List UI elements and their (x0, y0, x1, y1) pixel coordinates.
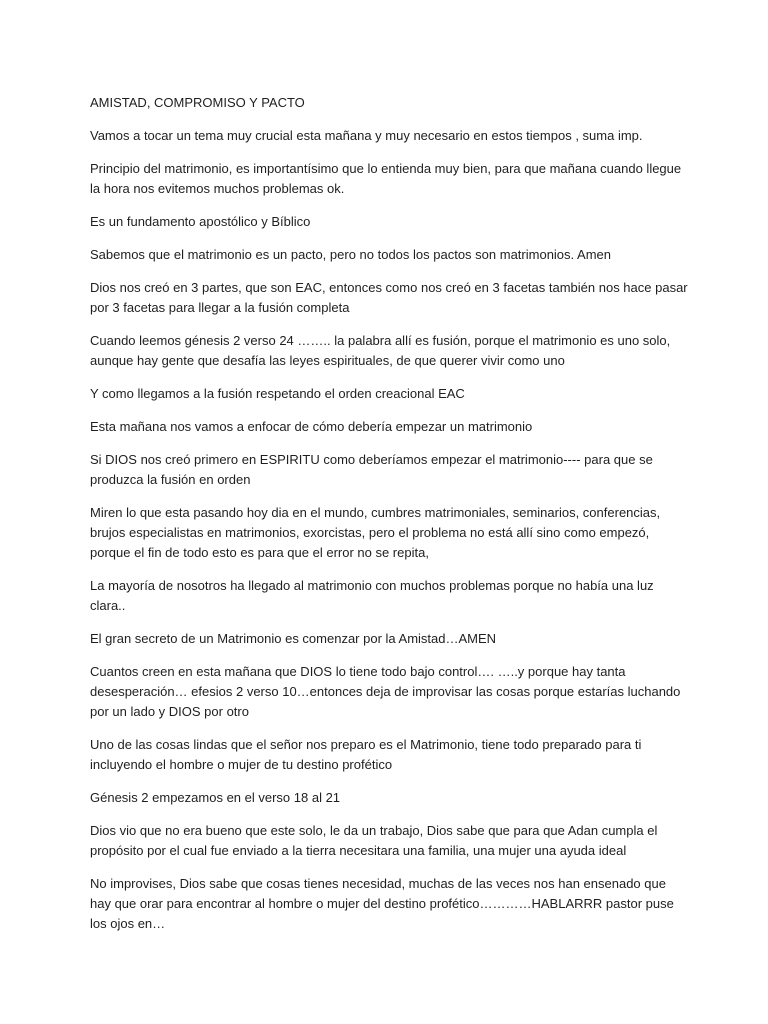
paragraph: Dios vio que no era bueno que este solo, le da un trabajo, Dios sabe que para que Adan cumpla el propósito por el cual fue enviado a la tierra necesitara una familia, una mujer una ayuda ideal (90, 823, 658, 858)
paragraph: Esta mañana nos vamos a enfocar de cómo debería empezar un matrimonio (90, 419, 533, 434)
document-body (90, 93, 690, 947)
document-title: AMISTAD, COMPROMISO Y PACTO (90, 95, 305, 110)
paragraph: Cuando leemos génesis 2 verso 24 …….. la palabra allí es fusión, porque el matrimonio es uno solo, aunque hay gente que desafía las leyes espirituales, de que querer vivir como uno (90, 333, 671, 368)
paragraph: Génesis 2 empezamos en el verso 18 al 21 (90, 790, 341, 805)
paragraph: Uno de las cosas lindas que el señor nos preparo es el Matrimonio, tiene todo preparado para ti incluyendo el hombre o mujer de tu destino profético (90, 737, 642, 772)
paragraph: Dios nos creó en 3 partes, que son EAC, entonces como nos creó en 3 facetas también nos hace pasar por 3 facetas para llegar a la fusión completa (90, 280, 688, 315)
paragraph: Principio del matrimonio, es importantísimo que lo entienda muy bien, para que mañana cuando llegue la hora nos evitemos muchos problemas ok. (90, 161, 682, 196)
paragraph: Si DIOS nos creó primero en ESPIRITU como deberíamos empezar el matrimonio---- para que se produzca la fusión en orden (90, 452, 653, 487)
paragraph: Vamos a tocar un tema muy crucial esta mañana y muy necesario en estos tiempos , suma imp. (90, 128, 643, 143)
paragraph: Es un fundamento apostólico y Bíblico (90, 214, 311, 229)
paragraph: La mayoría de nosotros ha llegado al matrimonio con muchos problemas porque no había una luz clara.. (90, 578, 654, 613)
paragraph: Cuantos creen en esta mañana que DIOS lo tiene todo bajo control…. …..y porque hay tanta desesperación… efesios 2 verso 10…entonces deja de improvisar las cosas porque estarías luchando por un lado y DIOS por otro (90, 664, 681, 719)
paragraph: El gran secreto de un Matrimonio es comenzar por la Amistad…AMEN (90, 631, 497, 646)
paragraph: No improvises, Dios sabe que cosas tienes necesidad, muchas de las veces nos han ensenado que hay que orar para encontrar al hombre o mujer del destino profético…………HABLARRR pastor puse los ojos en… (90, 876, 674, 931)
paragraph: Sabemos que el matrimonio es un pacto, pero no todos los pactos son matrimonios. Amen (90, 247, 612, 262)
paragraph: Y como llegamos a la fusión respetando el orden creacional EAC (90, 386, 465, 401)
paragraph: Miren lo que esta pasando hoy dia en el mundo, cumbres matrimoniales, seminarios, conferencias, brujos especialistas en matrimonios, exorcistas, pero el problema no está allí sino como empezó, porque el fin de todo esto es para que el error no se repita, (90, 505, 661, 560)
